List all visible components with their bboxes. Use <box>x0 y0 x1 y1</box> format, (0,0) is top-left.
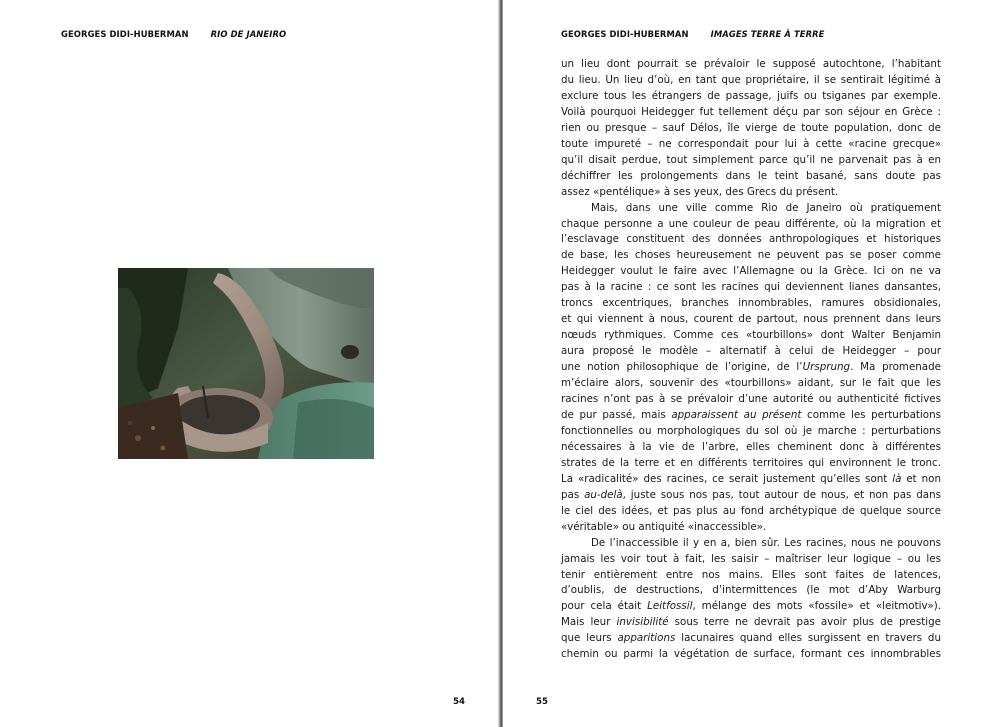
text-line: de base, les choses heureusement ne peuvent pas se poser comme <box>561 249 941 262</box>
text-line: assez «pentélique» à ses yeux, des Grecs du présent. <box>561 185 839 198</box>
text-line: que leurs apparitions lacunaires quand elles surgissent en travers du <box>561 632 941 645</box>
text-line: De l’inaccessible il y en a, bien sûr. Les racines, nous ne pouvons <box>591 536 941 549</box>
left-running-head <box>61 29 286 39</box>
running-head-title: IMAGES TERRE À TERRE <box>710 29 825 39</box>
text-line: pas à la racine : ce sont les racines qui deviennent lianes dansantes, <box>561 281 941 294</box>
text-line: racines n’ont pas à se prévaloir d’une autorité ou authenticité fictives <box>561 393 941 406</box>
text-line: d’oublis, de destructions, d’intermittences (le mot d’Aby Warburg <box>561 584 941 597</box>
page-number-left: 54 <box>453 697 465 707</box>
text-line: Mais, dans une ville comme Rio de Janeiro où pratiquement <box>591 201 941 214</box>
text-line: rien ou presque – sauf Délos, île vierge de toute population, donc de <box>561 121 941 134</box>
text-line: jamais les voir tout à fait, les saisir – maîtriser leur logique – ou les <box>561 552 941 565</box>
text-line: de pur passé, mais apparaissent au présent comme les perturbations <box>561 408 941 421</box>
text-line: pas au-delà, juste sous nos pas, tout autour de nous, et non pas dans <box>561 488 941 501</box>
text-line: Heidegger voulut le faire avec l’Allemagne ou la Grèce. Ici on ne va <box>561 265 941 278</box>
text-line: un lieu dont pourrait se prévaloir le supposé autochtone, l’habitant <box>561 58 941 70</box>
text-line: chemin ou parmi la végétation de surface, formant ces innombrables <box>561 648 941 661</box>
text-line: chaque personne a une couleur de peau différente, où la migration et <box>561 217 941 230</box>
text-line: l’esclavage constituent des données anthropologiques et historiques <box>561 233 941 246</box>
text-line: pour cela était Leitfossil, mélange des mots «fossile» et «leitmotiv»). <box>561 600 942 613</box>
text-line: du lieu. Un lieu d’où, en tant que propriétaire, il se sentirait légitimé à <box>561 73 941 86</box>
text-line: une notion philosophique de l’origine, de l’Ursprung. Ma promenade <box>561 361 941 374</box>
text-line: «véritable» ou antiquité «inaccessible». <box>561 520 767 533</box>
text-line: troncs excentriques, branches innombrables, ramures obsidionales, <box>561 297 941 310</box>
text-line: Voilà pourquoi Heidegger fut tellement déçu par son séjour en Grèce : <box>561 105 941 118</box>
text-line: m’éclaire alors, souvenir des «tourbillons» aidant, sur le fait que les <box>561 377 941 390</box>
text-line: le ciel des idées, et pas plus au fond archétypique de quelque source <box>561 504 941 517</box>
page-number-right: 55 <box>536 697 548 707</box>
text-line: La «radicalité» des racines, ce serait justement qu’elles sont là et non <box>561 472 941 485</box>
text-line: nécessaires à la vie de l’arbre, elles cheminent donc à différentes <box>561 440 941 453</box>
text-line: tenir entièrement entre nos mains. Elles sont faites de latences, <box>561 568 941 581</box>
text-line: strates de la terre et en différents territoires qui environnent le tronc. <box>561 456 941 469</box>
text-line: toute impureté – ne correspondait pour lui à cette «racine grecque» <box>561 137 941 150</box>
left-page <box>0 0 498 727</box>
text-line: et qui viennent à nous, courent de partout, nous prennent dans leurs <box>561 313 941 326</box>
body-text <box>561 57 941 663</box>
running-head-author: GEORGES DIDI-HUBERMAN <box>61 29 189 39</box>
right-running-head <box>561 29 825 39</box>
text-line: fonctionnelles ou morphologiques du sol où je marche : perturbations <box>561 424 941 437</box>
text-line: exclure tous les étrangers de passage, juifs ou tsiganes par exemple. <box>561 89 941 102</box>
text-line: nœuds rythmiques. Comme ces «tourbillons» dont Walter Benjamin <box>561 329 941 342</box>
tree-root-photo <box>118 268 374 459</box>
right-page <box>503 0 1000 727</box>
text-line: qu’il disait perdue, tout simplement parce qu’il ne parvenait pas à en <box>561 153 941 166</box>
running-head-author: GEORGES DIDI-HUBERMAN <box>561 29 689 39</box>
photo-illustration <box>118 268 374 459</box>
text-line: Mais leur invisibilité sous terre ne devrait pas avoir plus de prestige <box>561 616 942 629</box>
text-line: aura proposé le modèle – alternatif à celui de Heidegger – pour <box>561 345 941 358</box>
text-line: déchiffrer les prolongements dans le teint basané, sans doute pas <box>561 169 941 182</box>
running-head-title: RIO DE JANEIRO <box>210 29 287 39</box>
